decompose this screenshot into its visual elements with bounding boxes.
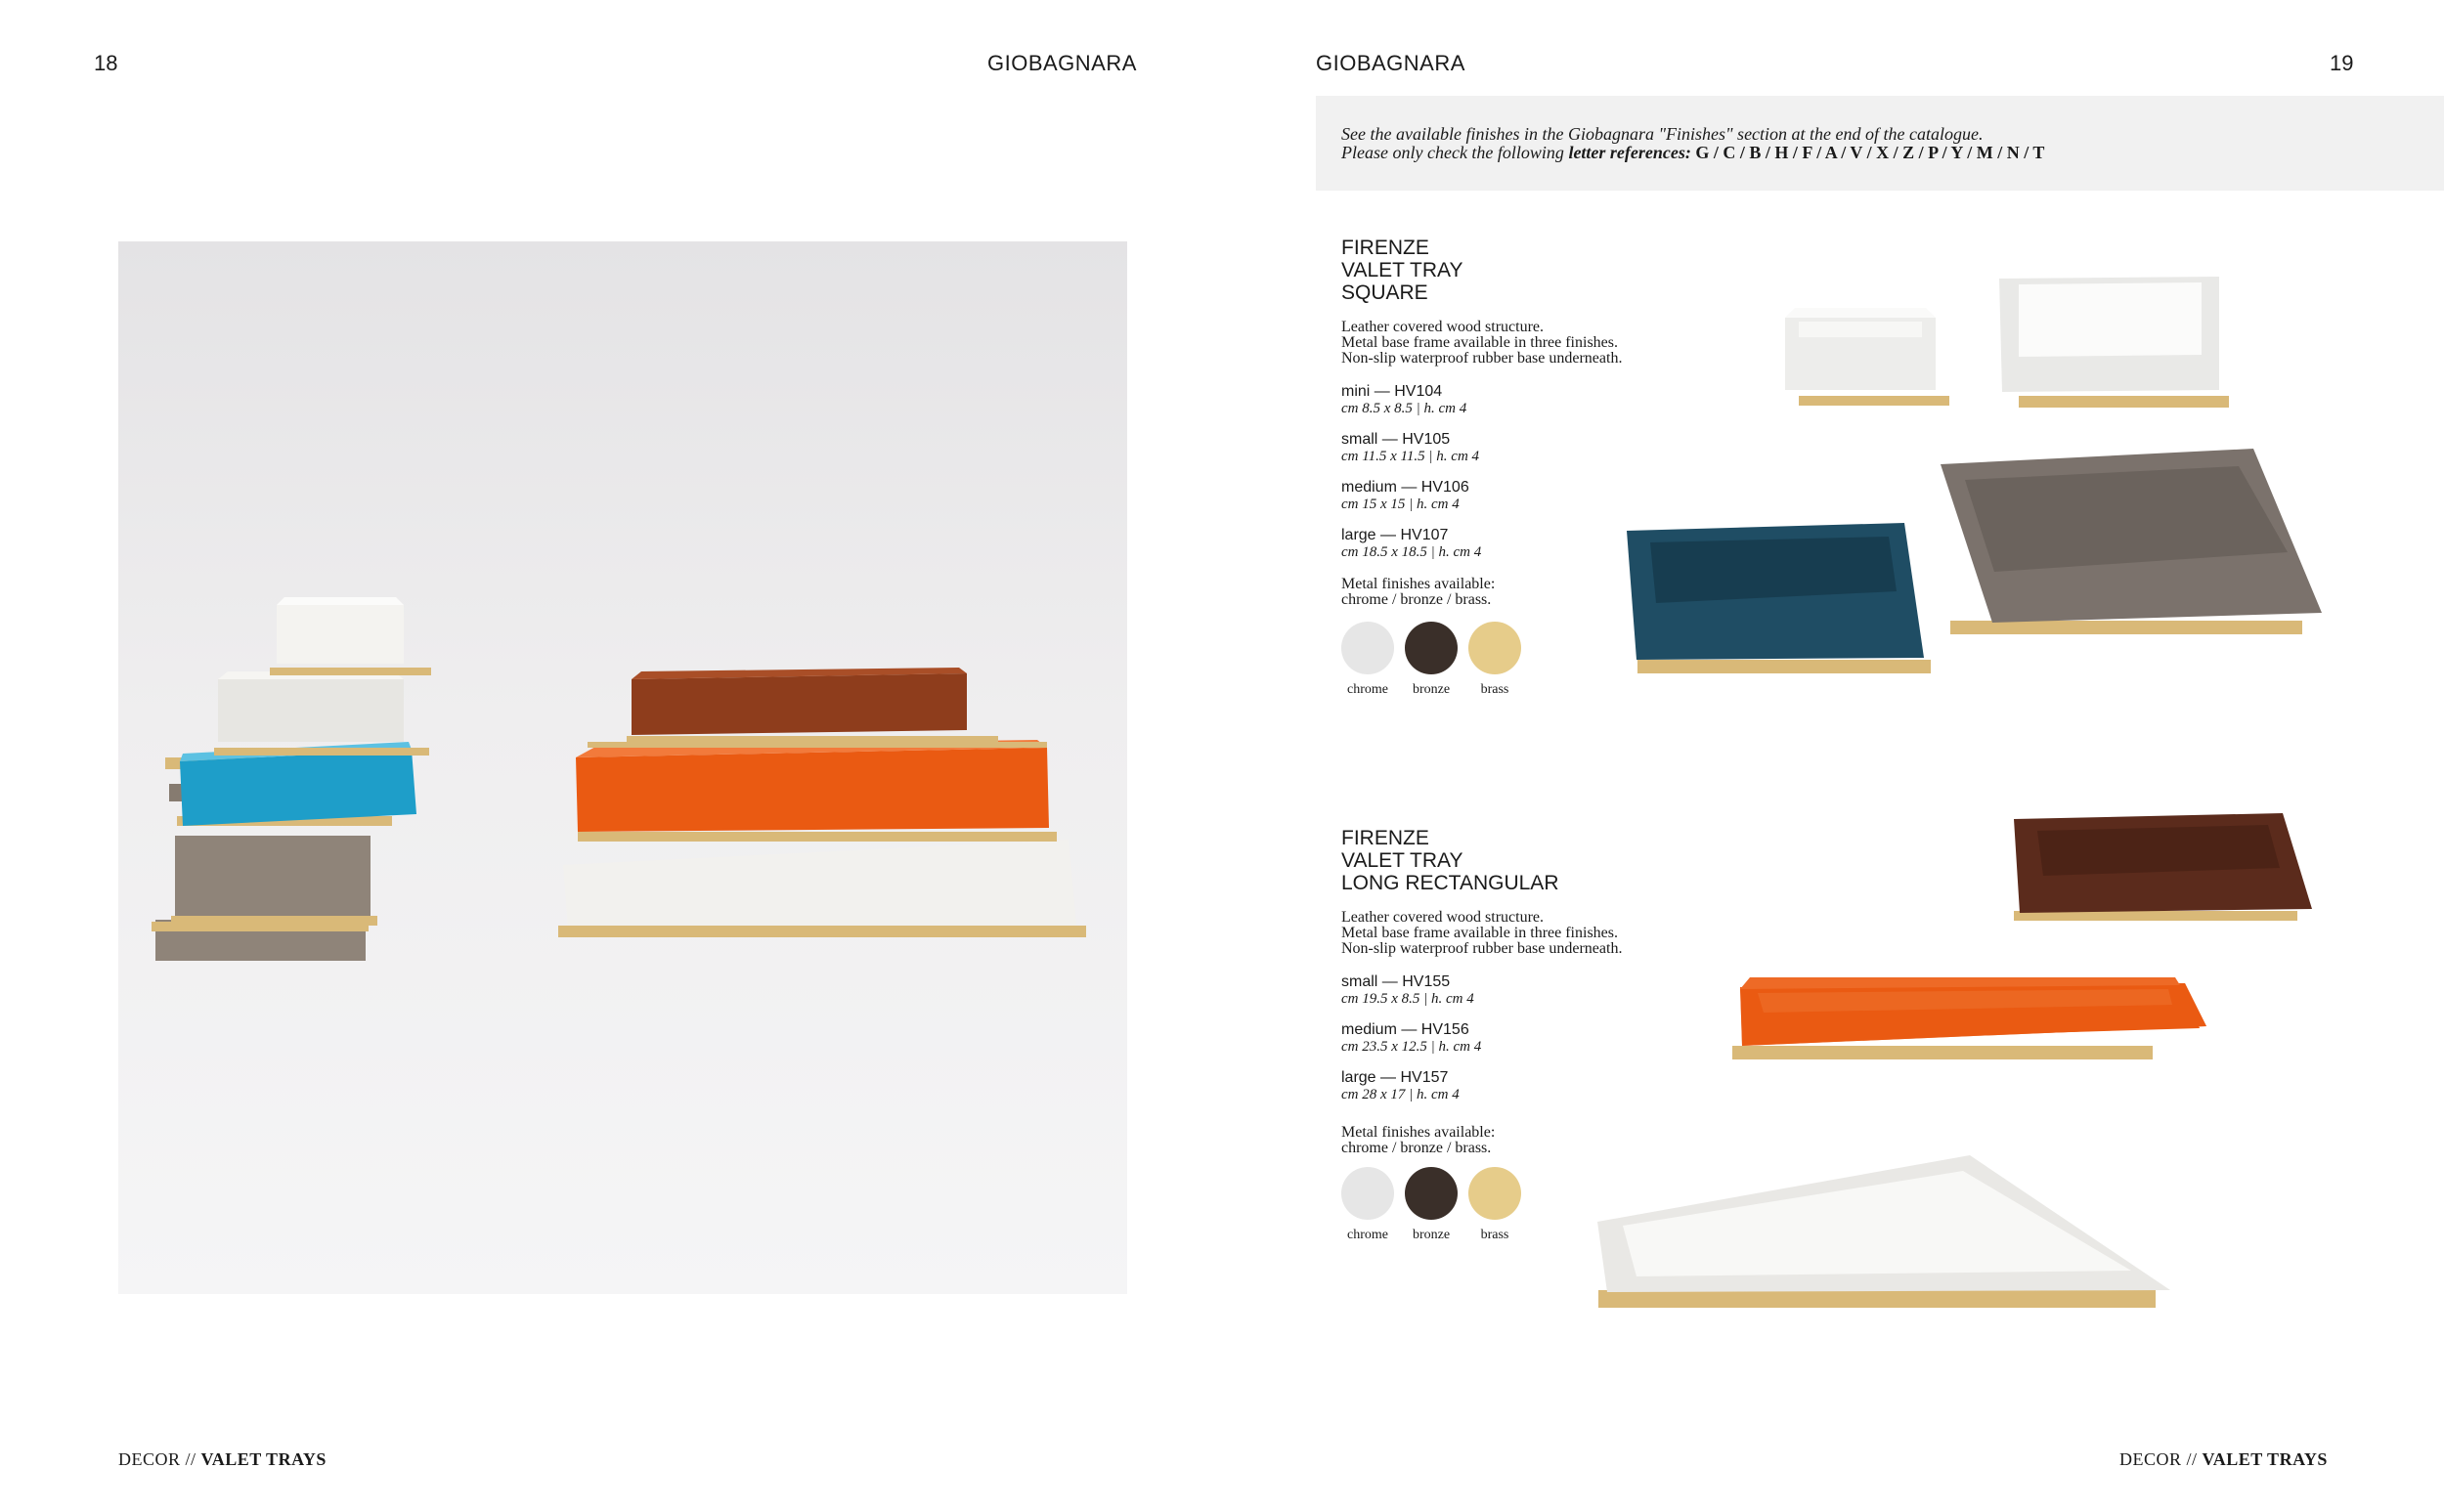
- product-description: [1341, 320, 1622, 367]
- notice-bold: letter references:: [1568, 143, 1691, 162]
- chrome-swatch: [1341, 622, 1394, 674]
- size-item: [1341, 431, 1622, 479]
- description-line: Non-slip waterproof rubber base underneath.: [1341, 940, 1623, 957]
- page-number-right: 19: [2330, 51, 2354, 75]
- product-title-line: FIRENZE: [1341, 827, 1429, 849]
- product-rect-info: [1341, 827, 1622, 1156]
- size-code: medium — HV156: [1341, 1021, 1469, 1038]
- finishes-notice: [1316, 96, 2444, 191]
- product-title-line: FIRENZE: [1341, 237, 1429, 259]
- page-number-left: 18: [94, 51, 118, 75]
- notice-line-2: [1341, 144, 2044, 162]
- product-square-info: [1341, 237, 1622, 608]
- finishes-heading: [1341, 1125, 1622, 1156]
- description-line: Leather covered wood structure.: [1341, 909, 1545, 926]
- footer-section: DECOR //: [2119, 1449, 2198, 1469]
- size-code: mini — HV104: [1341, 383, 1443, 400]
- notice-prefix: Please only check the following: [1341, 143, 1569, 162]
- size-item: [1341, 1069, 1622, 1117]
- size-code: small — HV155: [1341, 973, 1451, 990]
- size-dims: cm 23.5 x 12.5 | h. cm 4: [1341, 1039, 1482, 1055]
- product-description: [1341, 910, 1622, 957]
- swatch-label: brass: [1480, 682, 1509, 697]
- product-title-line: VALET TRAY: [1341, 849, 1463, 872]
- swatch-label: bronze: [1412, 682, 1451, 697]
- size-list: [1341, 973, 1622, 1117]
- size-item: [1341, 383, 1622, 431]
- size-dims: cm 11.5 x 11.5 | h. cm 4: [1341, 449, 1480, 464]
- description-line: Metal base frame available in three finishes.: [1341, 925, 1618, 941]
- brass-swatch: [1468, 1167, 1521, 1220]
- description-line: Leather covered wood structure.: [1341, 319, 1545, 335]
- finishes-line: Metal finishes available:: [1341, 576, 1496, 592]
- notice-refs: G / C / B / H / F / A / V / X / Z / P / Y / M / N / T: [1695, 143, 2045, 162]
- swatch-label: brass: [1480, 1228, 1509, 1242]
- brass-swatch: [1468, 622, 1521, 674]
- product-title-line: LONG RECTANGULAR: [1341, 872, 1559, 894]
- finishes-line: chrome / bronze / brass.: [1341, 1140, 1492, 1156]
- swatch-label: bronze: [1412, 1228, 1451, 1242]
- stacked-trays-illustration: [118, 241, 1127, 1294]
- brand-logo-left: GIOBAGNARA: [987, 51, 1137, 75]
- size-item: [1341, 527, 1622, 575]
- size-item: [1341, 1021, 1622, 1069]
- finishes-heading: [1341, 577, 1622, 608]
- description-line: Non-slip waterproof rubber base underneath.: [1341, 350, 1623, 367]
- size-code: large — HV157: [1341, 1069, 1449, 1086]
- footer-title: VALET TRAYS: [200, 1449, 327, 1469]
- square-trays-illustration: [1603, 259, 2346, 728]
- size-list: [1341, 383, 1622, 575]
- size-dims: cm 8.5 x 8.5 | h. cm 4: [1341, 401, 1467, 416]
- finishes-line: chrome / bronze / brass.: [1341, 591, 1492, 608]
- footer-title: VALET TRAYS: [2202, 1449, 2328, 1469]
- size-code: small — HV105: [1341, 431, 1451, 448]
- size-dims: cm 19.5 x 8.5 | h. cm 4: [1341, 991, 1474, 1007]
- product-title-line: VALET TRAY: [1341, 259, 1463, 281]
- size-item: [1341, 479, 1622, 527]
- size-item: [1341, 973, 1622, 1021]
- footer-right: [2119, 1449, 2328, 1470]
- product-title: [1341, 827, 1622, 894]
- size-code: large — HV107: [1341, 527, 1449, 543]
- size-code: medium — HV106: [1341, 479, 1469, 496]
- size-dims: cm 15 x 15 | h. cm 4: [1341, 497, 1460, 512]
- product-title-line: SQUARE: [1341, 281, 1428, 304]
- notice-line-1: See the available finishes in the Giobagnara "Finishes" section at the end of the catalogue.: [1341, 124, 1984, 144]
- swatch-label: chrome: [1347, 1228, 1388, 1242]
- product-title: [1341, 237, 1622, 304]
- size-dims: cm 28 x 17 | h. cm 4: [1341, 1087, 1460, 1102]
- bronze-swatch: [1405, 622, 1458, 674]
- swatch-label: chrome: [1347, 682, 1388, 697]
- footer-section: DECOR //: [118, 1449, 196, 1469]
- finishes-line: Metal finishes available:: [1341, 1124, 1496, 1141]
- footer-left: [118, 1449, 327, 1470]
- lifestyle-photo: [118, 241, 1127, 1294]
- size-dims: cm 18.5 x 18.5 | h. cm 4: [1341, 544, 1482, 560]
- brand-logo-right: GIOBAGNARA: [1316, 51, 1465, 75]
- description-line: Metal base frame available in three finishes.: [1341, 334, 1618, 351]
- rect-trays-illustration: [1584, 762, 2327, 1427]
- chrome-swatch: [1341, 1167, 1394, 1220]
- bronze-swatch: [1405, 1167, 1458, 1220]
